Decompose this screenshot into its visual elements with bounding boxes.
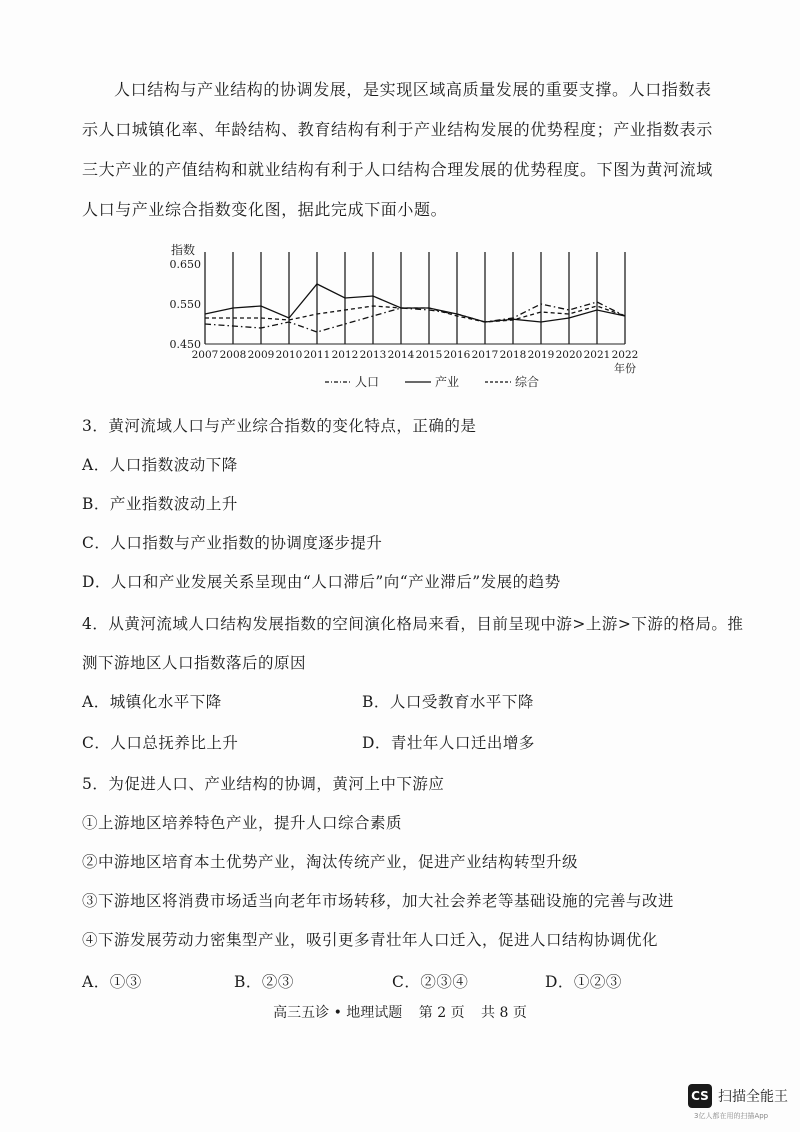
y-tick-label: 0.650 [169, 258, 201, 271]
x-tick-label-2014: 2014 [387, 349, 415, 361]
q5-option-c[interactable]: C．②③④ [392, 973, 469, 991]
q5-item-1: ①上游地区培养特色产业，提升人口综合素质 [82, 814, 403, 832]
x-tick-label-2021: 2021 [583, 349, 611, 361]
cs-logo-icon: CS [688, 1084, 712, 1108]
y-tick-label: 0.550 [169, 298, 201, 311]
x-tick-label-2007: 2007 [191, 349, 219, 361]
y-axis-label: 指数 [171, 243, 196, 257]
q5-option-a[interactable]: A．①③ [82, 973, 142, 991]
q3-option-b[interactable]: B．产业指数波动上升 [82, 495, 238, 513]
page-footer [0, 1002, 800, 1022]
x-tick-label-2017: 2017 [471, 349, 499, 361]
q5-item-4: ④下游发展劳动力密集型产业，吸引更多青壮年人口迁入，促进人口结构协调优化 [82, 931, 659, 949]
q5-option-b[interactable]: B．②③ [234, 973, 294, 991]
legend-label-0: 人口 [355, 375, 380, 389]
x-tick-label-2009: 2009 [247, 349, 275, 361]
q4-stem-line1: 4．从黄河流域人口结构发展指数的空间演化格局来看，目前呈现中游>上游>下游的格局。推 [82, 615, 744, 633]
footer-exam-title: 高三五诊 • 地理试题 [273, 1005, 403, 1021]
x-tick-label-2022: 2022 [611, 349, 639, 361]
q3-option-a[interactable]: A．人口指数波动下降 [82, 456, 238, 474]
watermark-brand: 扫描全能王 [718, 1089, 788, 1105]
q5-item-3: ③下游地区将消费市场适当向老年市场转移，加大社会养老等基础设施的完善与改进 [82, 892, 675, 910]
x-tick-label-2010: 2010 [275, 349, 303, 361]
legend-label-2: 综合 [515, 375, 540, 389]
series-line-0 [205, 302, 625, 332]
x-tick-label-2008: 2008 [219, 349, 247, 361]
q4-option-c[interactable]: C．人口总抚养比上升 [82, 734, 239, 752]
series-line-1 [205, 284, 625, 322]
x-tick-label-2011: 2011 [303, 349, 331, 361]
intro-paragraph: 人口结构与产业结构的协调发展，是实现区域高质量发展的重要支撑。人口指数表示人口城镇化率、年龄结构、教育结构有利于产业结构发展的优势程度；产业指数表示三大产业的产值结构和就业结构有利于人口结构合理发展的优势程度。下图为黄河流域人口与产业综合指数变化图，据此完成下面小题。 [82, 80, 713, 219]
q4-option-b[interactable]: B．人口受教育水平下降 [362, 693, 534, 711]
q3-stem: 3．黄河流域人口与产业综合指数的变化特点，正确的是 [82, 417, 477, 435]
x-tick-label-2020: 2020 [555, 349, 583, 361]
x-tick-label-2013: 2013 [359, 349, 387, 361]
q5-stem: 5．为促进人口、产业结构的协调，黄河上中下游应 [82, 775, 445, 793]
q5-item-2: ②中游地区培育本土优势产业，淘汰传统产业，促进产业结构转型升级 [82, 853, 579, 871]
index-line-chart [165, 240, 645, 400]
scanner-watermark [688, 1084, 798, 1124]
watermark-tagline: 3亿人都在用的扫描App [694, 1112, 769, 1120]
footer-page-number: 第 2 页 [418, 1005, 465, 1021]
legend-label-1: 产业 [435, 375, 460, 389]
q4-option-d[interactable]: D．青壮年人口迁出增多 [362, 734, 535, 752]
q3-option-d[interactable]: D．人口和产业发展关系呈现由“人口滞后”向“产业滞后”发展的趋势 [82, 573, 561, 591]
x-tick-label-2015: 2015 [415, 349, 443, 361]
footer-total-pages: 共 8 页 [481, 1005, 527, 1021]
x-axis-label: 年份 [614, 362, 636, 375]
y-tick-label: 0.450 [169, 338, 201, 351]
x-tick-label-2018: 2018 [499, 349, 527, 361]
q4-option-a[interactable]: A．城镇化水平下降 [82, 693, 222, 711]
q3-option-c[interactable]: C．人口指数与产业指数的协调度逐步提升 [82, 534, 383, 552]
x-tick-label-2012: 2012 [331, 349, 359, 361]
x-tick-label-2016: 2016 [443, 349, 471, 361]
q5-option-d[interactable]: D．①②③ [545, 973, 622, 991]
x-tick-label-2019: 2019 [527, 349, 555, 361]
q4-stem-line2: 测下游地区人口指数落后的原因 [82, 654, 307, 672]
